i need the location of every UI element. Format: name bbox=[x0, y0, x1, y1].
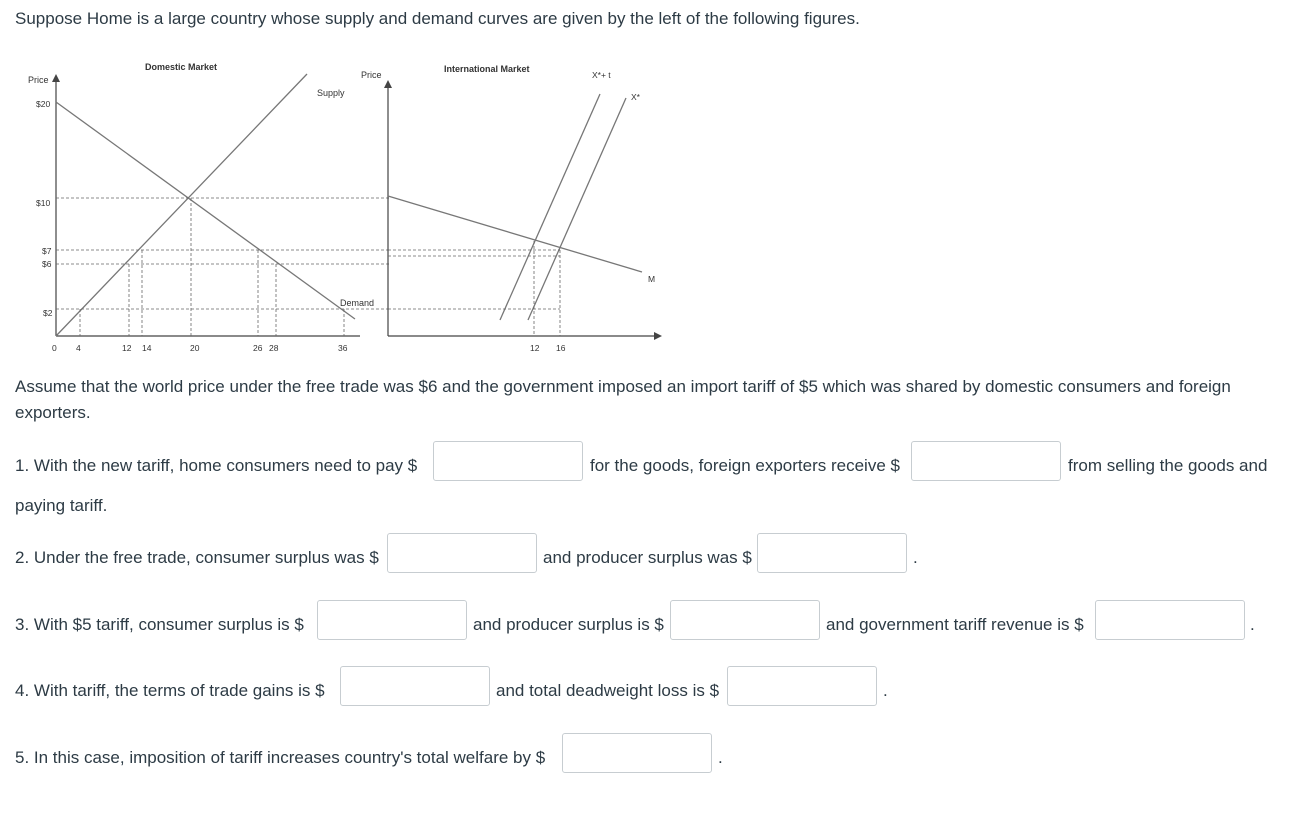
y-tick-10: $10 bbox=[36, 198, 51, 208]
q1-answer-exporter-price[interactable] bbox=[911, 441, 1061, 481]
q2-end: . bbox=[913, 548, 918, 567]
q5-end: . bbox=[718, 748, 723, 767]
q3-text-b: and producer surplus is $ bbox=[473, 615, 664, 634]
y-tick-6: $6 bbox=[42, 259, 52, 269]
x-tick-20: 20 bbox=[190, 343, 200, 353]
q3-text-a: 3. With $5 tariff, consumer surplus is $ bbox=[15, 615, 304, 634]
international-x-arrow bbox=[654, 332, 662, 340]
domestic-supply-line bbox=[56, 74, 307, 336]
q3-answer-tariff-revenue[interactable] bbox=[1095, 600, 1245, 640]
int-x-tick-12: 12 bbox=[530, 343, 540, 353]
international-y-arrow bbox=[384, 80, 392, 88]
demand-label: Demand bbox=[340, 298, 375, 308]
q1-text-b: for the goods, foreign exporters receive $ bbox=[590, 456, 900, 475]
supply-demand-figure bbox=[20, 56, 680, 356]
assumption-text: Assume that the world price under the free trade was $6 and the government imposed an import tariff of $5 which was shared by domestic consumers and foreign exporters. bbox=[15, 377, 1231, 422]
international-price-label: Price bbox=[361, 70, 382, 80]
supply-label: Supply bbox=[317, 88, 345, 98]
q4-answer-deadweight-loss[interactable] bbox=[727, 666, 877, 706]
int-x-tick-16: 16 bbox=[556, 343, 566, 353]
y-tick-2: $2 bbox=[43, 308, 53, 318]
x-tick-12: 12 bbox=[122, 343, 132, 353]
xstar-t-line bbox=[500, 94, 600, 320]
q4-text-b: and total deadweight loss is $ bbox=[496, 681, 720, 700]
x-tick-36: 36 bbox=[338, 343, 348, 353]
q1-text-d: paying tariff. bbox=[15, 496, 108, 515]
xstar-line bbox=[528, 98, 626, 320]
q2-answer-consumer-surplus[interactable] bbox=[387, 533, 537, 573]
domestic-demand-line bbox=[56, 102, 355, 319]
xstar-label: X* bbox=[631, 92, 640, 102]
x-tick-26: 26 bbox=[253, 343, 263, 353]
q3-end: . bbox=[1250, 615, 1255, 634]
q1-text-c: from selling the goods and bbox=[1068, 456, 1268, 475]
domestic-guides bbox=[56, 198, 390, 336]
m-label: M bbox=[648, 274, 656, 284]
q2-answer-producer-surplus[interactable] bbox=[757, 533, 907, 573]
x-tick-0: 0 bbox=[52, 343, 57, 353]
q5-answer-welfare-change[interactable] bbox=[562, 733, 712, 773]
q4-text-a: 4. With tariff, the terms of trade gains is $ bbox=[15, 681, 325, 700]
intro-text: Suppose Home is a large country whose supply and demand curves are given by the left of the following figures. bbox=[15, 9, 860, 28]
q4-answer-terms-of-trade[interactable] bbox=[340, 666, 490, 706]
domestic-y-arrow bbox=[52, 74, 60, 82]
q2-text-a: 2. Under the free trade, consumer surplus was $ bbox=[15, 548, 379, 567]
q3-text-c: and government tariff revenue is $ bbox=[826, 615, 1084, 634]
figure-svg bbox=[20, 56, 680, 356]
q3-answer-consumer-surplus[interactable] bbox=[317, 600, 467, 640]
q1-answer-consumer-price[interactable] bbox=[433, 441, 583, 481]
international-title: International Market bbox=[444, 64, 530, 74]
domestic-price-label: Price bbox=[28, 75, 49, 85]
import-demand-line bbox=[388, 196, 642, 272]
domestic-title: Domestic Market bbox=[145, 62, 218, 72]
x-tick-4: 4 bbox=[76, 343, 81, 353]
x-tick-14: 14 bbox=[142, 343, 152, 353]
q1-text-a: 1. With the new tariff, home consumers need to pay $ bbox=[15, 456, 418, 475]
y-tick-20: $20 bbox=[36, 99, 51, 109]
q3-answer-producer-surplus[interactable] bbox=[670, 600, 820, 640]
international-guides bbox=[388, 241, 560, 336]
q5-text-a: 5. In this case, imposition of tariff increases country's total welfare by $ bbox=[15, 748, 546, 767]
xstar-t-label: X*+ t bbox=[592, 70, 611, 80]
q4-end: . bbox=[883, 681, 888, 700]
x-tick-28: 28 bbox=[269, 343, 279, 353]
y-tick-7: $7 bbox=[42, 246, 52, 256]
q2-text-b: and producer surplus was $ bbox=[543, 548, 752, 567]
